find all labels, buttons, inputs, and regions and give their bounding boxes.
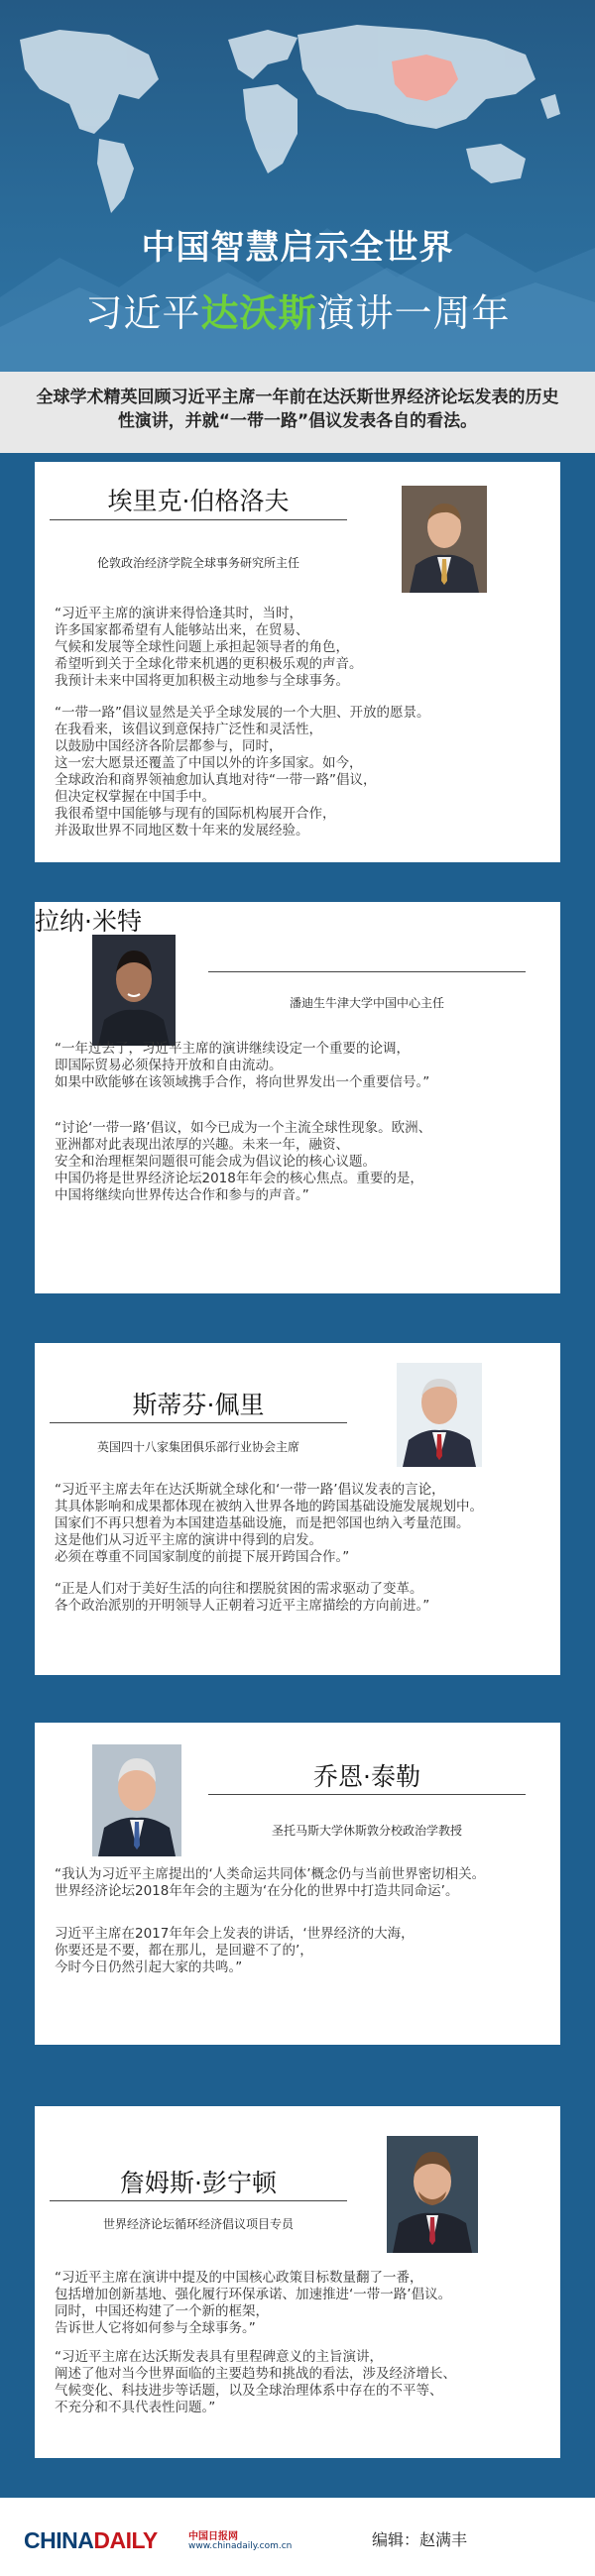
person-card-1 <box>35 462 560 862</box>
person-name: 埃里克·伯格洛夫 <box>107 487 290 515</box>
subtitle-highlight: 达沃斯 <box>200 291 317 335</box>
intro-text: 全球学术精英回顾习近平主席一年前在达沃斯世界经济论坛发表的历史性演讲，并就“一带一路”倡议发表各自的看法。 <box>36 388 559 431</box>
logo-url: www.chinadaily.com.cn <box>188 2541 293 2551</box>
intro-band <box>0 372 595 453</box>
quote-2: “一带一路”倡议显然是关乎全球发展的一个大胆、开放的愿景。 在我看来，该倡议到意保持广泛性和灵活性， 以鼓励中国经济各阶层都参与，同时， 这一宏大愿景还覆盖了中国以外的许多国家。如今， 全球政治和商界领袖愈加认真地对待“一带一路”倡议， 但决定权掌握在中国手中。 我很希望中国能够与现有的国际机构展开合作， 并汲取世界不同地区数十年来的发展经验。 <box>55 705 430 839</box>
quote-1: “习近平主席的演讲来得恰逢其时，当时， 许多国家都希望有人能够站出来，在贸易、 气候和发展等全球性问题上承担起领导者的角色， 希望听到关于全球化带来机遇的更积极乐观的声音。 我预计未来中国将更加积极主动地参与全球事务。 <box>55 606 363 689</box>
person-name: 乔恩·泰勒 <box>313 1762 420 1791</box>
portrait-photo <box>397 1363 482 1467</box>
portrait-photo <box>387 2136 478 2253</box>
logo-main: CHINA <box>24 2527 94 2553</box>
subtitle-part1: 习近平 <box>84 291 201 335</box>
main-title: 中国智慧启示全世界 <box>141 228 454 268</box>
person-title: 潘迪生牛津大学中国中心主任 <box>289 996 444 1010</box>
person-name: 斯蒂芬·佩里 <box>132 1391 265 1419</box>
logo-subtext: 中国日报网 <box>188 2531 238 2542</box>
editor-credit: 编辑：赵满丰 <box>372 2530 468 2549</box>
person-card-5 <box>35 2106 560 2458</box>
mountains-illustration <box>0 188 595 372</box>
person-name: 詹姆斯·彭宁顿 <box>120 2169 277 2197</box>
portrait-photo <box>92 935 176 1046</box>
logo-red: DAILY <box>93 2527 158 2553</box>
quote-2: “习近平主席在达沃斯发表具有里程碑意义的主旨演讲， 阐述了他对当今世界面临的主要趋势和挑战的看法，涉及经济增长、 气候变化、科技进步等话题，以及全球治理体系中存在的不平等、 不充分和不具代表性问题。” <box>55 2349 456 2415</box>
person-card-3 <box>35 1343 560 1675</box>
subtitle-part2: 演讲一周年 <box>316 291 511 335</box>
person-title: 世界经济论坛循环经济倡议项目专员 <box>102 2217 294 2231</box>
quote-1: “习近平主席去年在达沃斯就全球化和‘一带一路’倡议发表的言论， 其具体影响和成果都体现在被纳入世界各地的跨国基础设施发展规划中。 国家们不再只想着为本国建造基础设施，而是把邻国也纳入考量范围。 这是他们从习近平主席的演讲中得到的启发。 必须在尊重不同国家制度的前提下展开跨国合作。” <box>55 1482 483 1565</box>
quote-2: “讨论‘一带一路’倡议，如今已成为一个主流全球性现象。欧洲、 亚洲都对此表现出浓厚的兴趣。未来一年，融资、 安全和治理框架问题很可能会成为倡议论的核心议题。 中国仍将是世界经济论坛2018年年会的核心焦点。重要的是， 中国将继续向世界传达合作和参与的声音。” <box>55 1120 432 1203</box>
person-card-4 <box>35 1723 560 2045</box>
person-name: 拉纳·米特 <box>35 907 142 936</box>
name-divider <box>50 2200 347 2201</box>
name-divider <box>50 519 347 520</box>
name-divider <box>208 1794 526 1795</box>
header-banner <box>0 0 595 372</box>
quote-1: “我认为习近平主席提出的‘人类命运共同体’概念仍与当前世界密切相关。 世界经济论坛2018年年会的主题为‘在分化的世界中打造共同命运’。 <box>55 1866 486 1899</box>
name-divider <box>50 1422 347 1423</box>
footer <box>0 2498 595 2576</box>
portrait-photo <box>402 486 487 593</box>
quote-1: “一年过去了，习近平主席的演讲继续设定一个重要的论调， 即国际贸易必须保持开放和自由流动。 如果中欧能够在该领域携手合作，将向世界发出一个重要信号。” <box>55 1041 430 1090</box>
person-title: 伦敦政治经济学院全球事务研究所主任 <box>96 556 299 570</box>
quote-1: “习近平主席在演讲中提及的中国核心政策目标数量翻了一番， 包括增加创新基地、强化履行环保承诺、加速推进‘一带一路’倡议。 同时，中国还构建了一个新的框架， 告诉世人它将如何参与全球事务。” <box>55 2270 452 2336</box>
quote-2: “正是人们对于美好生活的向往和摆脱贫困的需求驱动了变革。 各个政治派别的开明领导人正朝着习近平主席描绘的方向前进。” <box>55 1581 430 1614</box>
person-title: 圣托马斯大学休斯敦分校政治学教授 <box>271 1824 462 1838</box>
portrait-photo <box>92 1744 181 1856</box>
quote-2: 习近平主席在2017年年会上发表的讲话，‘世界经济的大海， 你要还是不要，都在那儿，是回避不了的’， 今时今日仍然引起大家的共鸣。” <box>55 1926 415 1975</box>
chinadaily-logo <box>24 2527 158 2554</box>
person-card-2 <box>35 902 560 1293</box>
subtitle <box>0 282 595 337</box>
name-divider <box>208 971 526 972</box>
person-title: 英国四十八家集团俱乐部行业协会主席 <box>96 1440 299 1454</box>
